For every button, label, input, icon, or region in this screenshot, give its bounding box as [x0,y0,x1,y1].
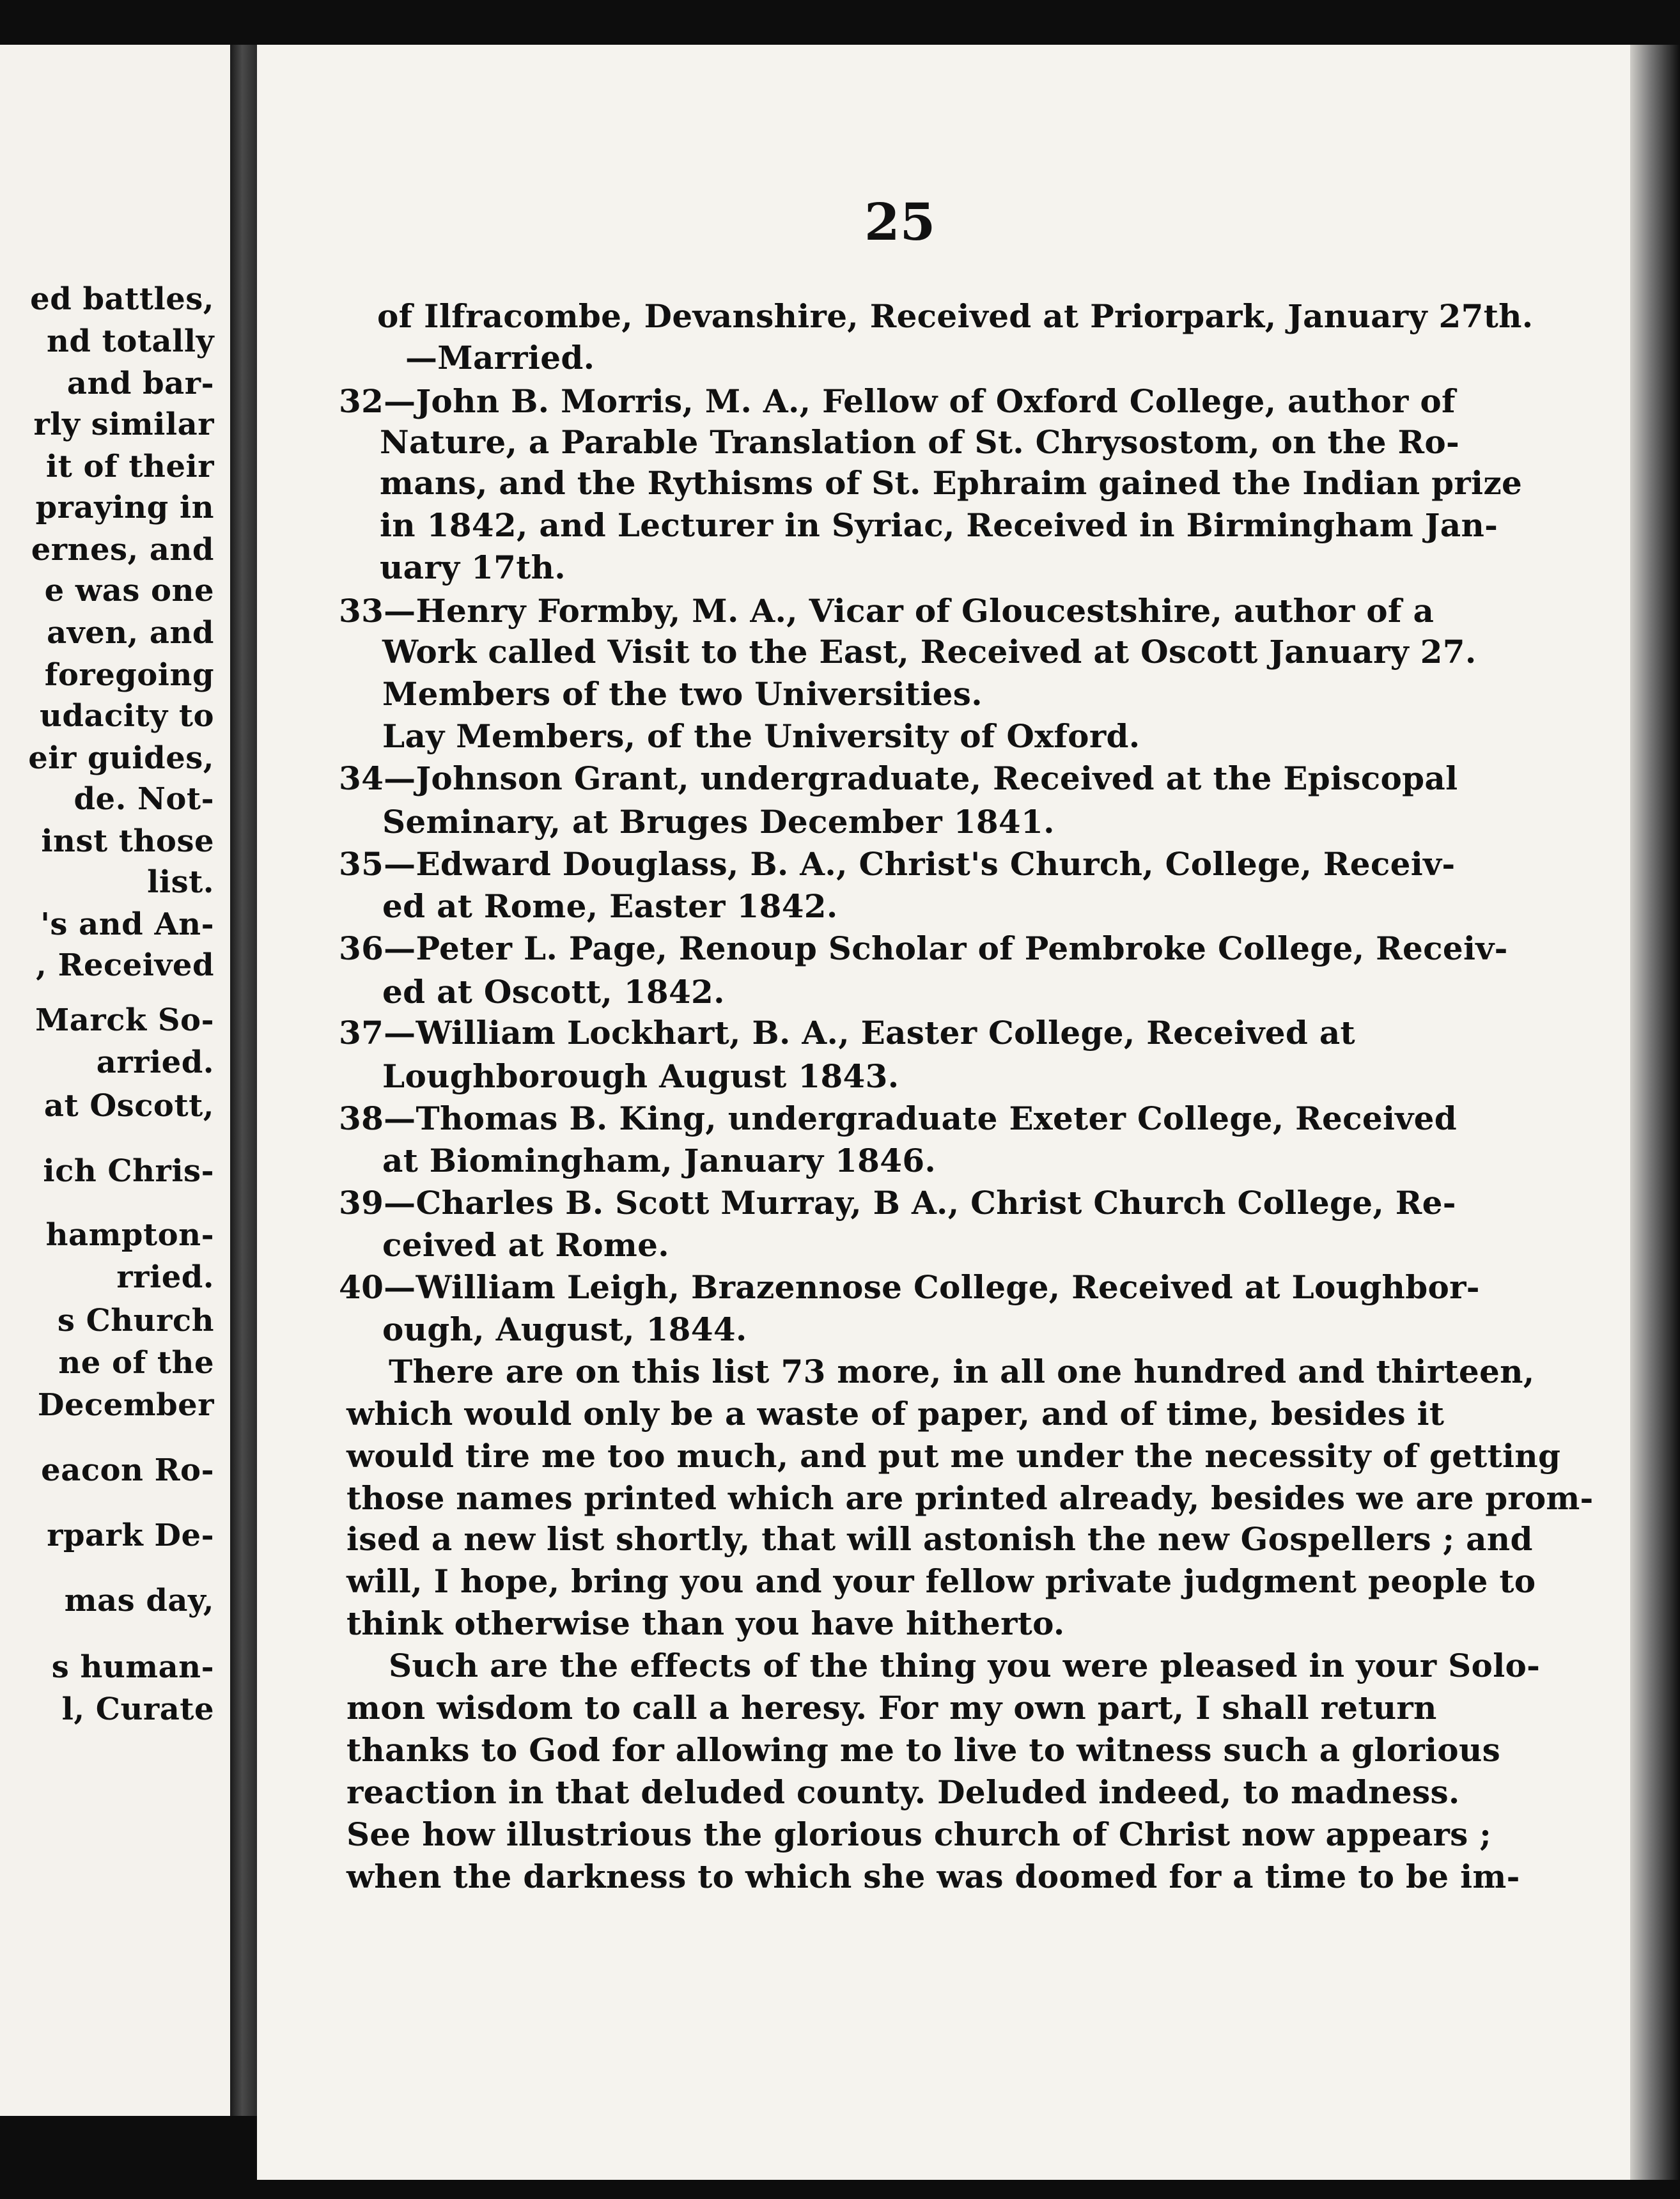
text-line: would tire me too much, and put me under the necessity of getting [346,1437,1561,1475]
left-page-line: ne of the [58,1345,214,1381]
text-line: of Ilfracombe, Devanshire, Received at Priorpark, January 27th. [377,297,1534,335]
text-line: Loughborough August 1843. [382,1057,899,1095]
left-page-line: foregoing [44,657,214,693]
text-line: 32—John B. Morris, M. A., Fellow of Oxford College, author of [339,382,1456,420]
page-number: 25 [864,192,936,252]
text-line: ough, August, 1844. [382,1310,747,1348]
left-page-line: list. [147,864,214,900]
left-page-line: eir guides, [28,740,214,776]
text-line: ised a new list shortly, that will astonish the new Gospellers ; and [346,1520,1533,1558]
left-page-line: hampton- [45,1217,214,1253]
text-line: reaction in that deluded county. Deluded indeed, to madness. [346,1773,1460,1811]
text-line: mon wisdom to call a heresy. For my own part, I shall return [346,1689,1437,1727]
text-line: which would only be a waste of paper, and of time, besides it [346,1395,1445,1433]
left-page-line: s human- [51,1649,214,1685]
text-line: will, I hope, bring you and your fellow private judgment people to [346,1562,1536,1600]
text-line: Work called Visit to the East, Received at Oscott January 27. [382,633,1477,671]
left-page-line: l, Curate [61,1691,214,1727]
text-line: There are on this list 73 more, in all one hundred and thirteen, [389,1353,1535,1390]
text-line: think otherwise than you have hitherto. [346,1605,1065,1642]
left-page-line: , Received [36,947,214,983]
text-line: in 1842, and Lecturer in Syriac, Received in Birmingham Jan- [380,506,1498,544]
text-line: 33—Henry Formby, M. A., Vicar of Gloucestshire, author of a [339,592,1435,630]
text-line: thanks to God for allowing me to live to witness such a glorious [346,1731,1501,1769]
left-page-line: udacity to [40,698,214,734]
left-page-line: and bar- [66,366,214,401]
text-line: ed at Oscott, 1842. [382,973,725,1011]
page-text-block [257,45,1630,2180]
left-page-line: 's and An- [40,906,214,942]
left-page-line: it of their [45,449,214,485]
text-line: 36—Peter L. Page, Renoup Scholar of Pembroke College, Receiv- [339,929,1508,967]
left-page-line: at Oscott, [43,1088,214,1124]
left-page-line: ernes, and [31,532,214,568]
left-page-line: rried. [116,1259,214,1295]
text-line: —Married. [405,339,595,377]
text-line: ed at Rome, Easter 1842. [382,887,838,925]
left-page-line: praying in [35,490,214,525]
left-page-line: eacon Ro- [41,1452,214,1488]
left-page-line: de. Not- [74,781,214,817]
right-page [257,45,1630,2180]
left-page-line: nd totally [47,323,214,359]
left-page-line: rly similar [33,407,214,442]
text-line: Nature, a Parable Translation of St. Chrysostom, on the Ro- [380,423,1460,461]
left-page-line: ed battles, [30,281,214,317]
text-line: 34—Johnson Grant, undergraduate, Received at the Episcopal [339,759,1458,797]
text-line: 35—Edward Douglass, B. A., Christ's Church, College, Receiv- [339,845,1456,883]
text-line: ceived at Rome. [382,1226,669,1264]
text-line: Seminary, at Bruges December 1841. [382,803,1055,841]
text-line: See how illustrious the glorious church of Christ now appears ; [346,1815,1492,1853]
left-page-line: aven, and [47,615,214,651]
left-page [0,45,230,2116]
text-line: Lay Members, of the University of Oxford. [382,717,1140,755]
left-page-line: December [37,1387,214,1423]
text-line: uary 17th. [380,548,566,586]
left-page-line: ich Chris- [43,1153,214,1189]
text-line: Such are the effects of the thing you were pleased in your Solo- [389,1647,1541,1684]
left-page-line: inst those [41,823,214,859]
page-edge-shadow [1630,45,1680,2180]
left-page-line: arried. [96,1045,214,1080]
text-line: 38—Thomas B. King, undergraduate Exeter College, Received [339,1100,1458,1137]
text-line: when the darkness to which she was doomed for a time to be im- [346,1858,1520,1895]
text-line: at Biomingham, January 1846. [382,1142,937,1179]
left-page-line: rpark De- [47,1518,214,1553]
text-line: 37—William Lockhart, B. A., Easter College, Received at [339,1014,1355,1052]
book-gutter [230,45,257,2116]
text-line: mans, and the Rythisms of St. Ephraim gained the Indian prize [380,464,1523,502]
text-line: 40—William Leigh, Brazennose College, Received at Loughbor- [339,1268,1480,1306]
text-line: those names printed which are printed already, besides we are prom- [346,1479,1594,1517]
text-line: Members of the two Universities. [382,675,983,713]
left-page-line: mas day, [64,1583,214,1619]
left-page-line: e was one [44,573,214,609]
left-page-line: s Church [57,1303,214,1339]
left-page-line: Marck So- [35,1002,214,1038]
text-line: 39—Charles B. Scott Murray, B A., Christ Church College, Re- [339,1184,1456,1222]
